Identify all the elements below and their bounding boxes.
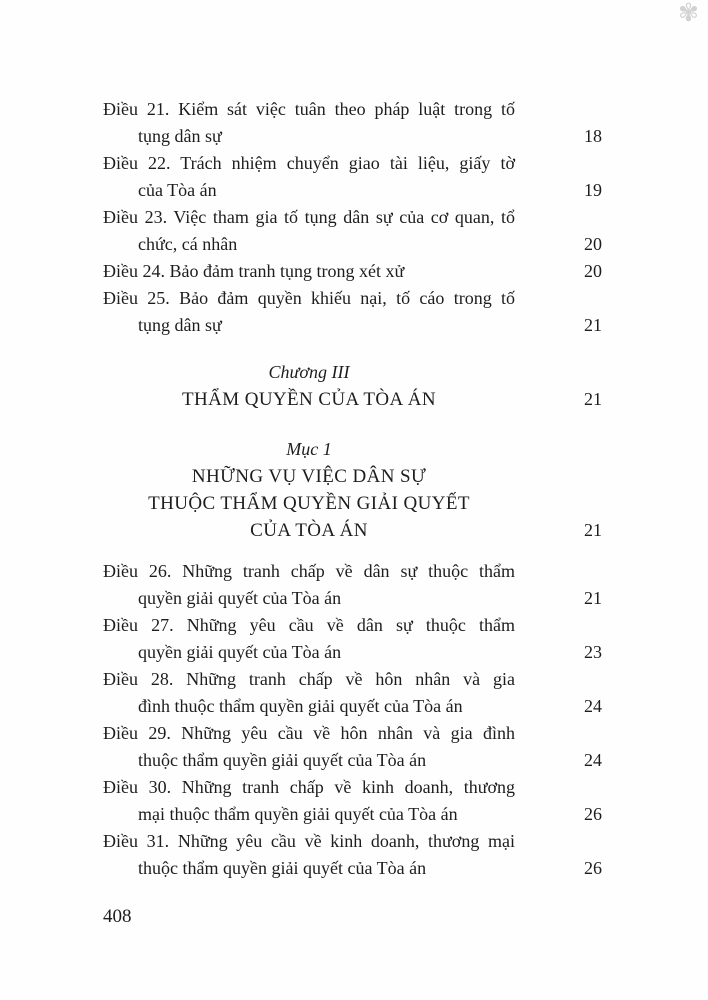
toc-entry-text (103, 774, 515, 828)
page-number-footer: 408 (103, 906, 132, 927)
toc-entry-text (103, 204, 515, 258)
toc-entry-line: đình thuộc thẩm quyền giải quyết của Tòa án (138, 696, 463, 716)
toc-entry-line: Điều 21. Kiểm sát việc tuân theo pháp luật trong tố (103, 99, 515, 119)
toc-entry (103, 285, 602, 339)
toc-entries-articles-21-25 (103, 96, 602, 339)
toc-entry-text (103, 666, 515, 720)
toc-entry-line: Điều 27. Những yêu cầu về dân sự thuộc thẩm (103, 615, 515, 635)
toc-entry-line: quyền giải quyết của Tòa án (138, 642, 342, 662)
section-title-line: THUỘC THẨM QUYỀN GIẢI QUYẾT (148, 493, 470, 514)
toc-entries-articles-26-31 (103, 558, 602, 882)
toc-entry-text (103, 96, 515, 150)
toc-entry-line: tụng dân sự (138, 315, 222, 335)
toc-entry-line: quyền giải quyết của Tòa án (138, 588, 342, 608)
toc-entry-text (103, 612, 515, 666)
toc-page-number: 26 (584, 804, 602, 824)
section-title (103, 463, 515, 544)
toc-entry (103, 204, 602, 258)
section-kicker: Mục 1 (286, 439, 332, 459)
chapter-heading-lines (103, 358, 515, 413)
toc-entry-line: thuộc thẩm quyền giải quyết của Tòa án (138, 750, 427, 770)
toc-page-number: 21 (584, 588, 602, 608)
toc-page-number: 19 (584, 180, 602, 200)
toc-entry-line: Điều 29. Những yêu cầu về hôn nhân và gia đình (103, 723, 515, 743)
toc-entry (103, 150, 602, 204)
chapter-title: THẨM QUYỀN CỦA TÒA ÁN (182, 389, 436, 410)
toc-entry (103, 96, 602, 150)
toc-page-number: 24 (584, 750, 602, 770)
toc-entry (103, 558, 602, 612)
toc-entry-line: Điều 30. Những tranh chấp về kinh doanh, thương (103, 777, 515, 797)
chapter-heading (103, 358, 602, 413)
toc-page-number: 20 (584, 234, 602, 254)
toc-entry-text (103, 720, 515, 774)
toc-entry-text (103, 558, 515, 612)
toc-page-number: 20 (584, 261, 602, 281)
toc-entry (103, 258, 602, 285)
toc-entry-text (103, 258, 515, 285)
toc-entry (103, 612, 602, 666)
toc-entry-line: Điều 26. Những tranh chấp về dân sự thuộc thẩm (103, 561, 515, 581)
toc-entry-line: Điều 24. Bảo đảm tranh tụng trong xét xử (103, 261, 405, 281)
toc-entry-line: thuộc thẩm quyền giải quyết của Tòa án (138, 858, 427, 878)
toc-entry (103, 666, 602, 720)
toc-entry-line: Điều 31. Những yêu cầu về kinh doanh, thương mại (103, 831, 515, 851)
section-heading-lines (103, 435, 515, 544)
toc-page-number: 21 (584, 520, 602, 540)
section-title-line: NHỮNG VỤ VIỆC DÂN SỰ (191, 466, 427, 487)
toc-entry (103, 828, 602, 882)
chapter-kicker: Chương III (268, 362, 350, 382)
toc-entry-line: chức, cá nhân (138, 234, 238, 254)
toc-entry-line: Điều 25. Bảo đảm quyền khiếu nại, tố cáo trong tố (103, 288, 515, 308)
toc-entry-text (103, 150, 515, 204)
toc-entry (103, 720, 602, 774)
toc-page-number: 18 (584, 126, 602, 146)
toc-entry-line: Điều 22. Trách nhiệm chuyển giao tài liệu, giấy tờ (103, 153, 515, 173)
toc-page-number: 26 (584, 858, 602, 878)
toc-page-number: 24 (584, 696, 602, 716)
toc-page-number: 23 (584, 642, 602, 662)
toc-page-number: 21 (584, 389, 602, 409)
toc-entry-line: của Tòa án (138, 180, 217, 200)
toc-entry-line: tụng dân sự (138, 126, 222, 146)
toc-entry-line: Điều 23. Việc tham gia tố tụng dân sự của cơ quan, tổ (103, 207, 515, 227)
toc-entry-text (103, 828, 515, 882)
toc-content (103, 96, 602, 882)
flower-icon: ✾ (678, 0, 699, 27)
section-title-line: CỦA TÒA ÁN (250, 520, 368, 541)
toc-entry-line: mại thuộc thẩm quyền giải quyết của Tòa án (138, 804, 458, 824)
toc-page-number: 21 (584, 315, 602, 335)
toc-entry-text (103, 285, 515, 339)
toc-entry (103, 774, 602, 828)
toc-entry-line: Điều 28. Những tranh chấp về hôn nhân và gia (103, 669, 515, 689)
section-heading (103, 435, 602, 544)
